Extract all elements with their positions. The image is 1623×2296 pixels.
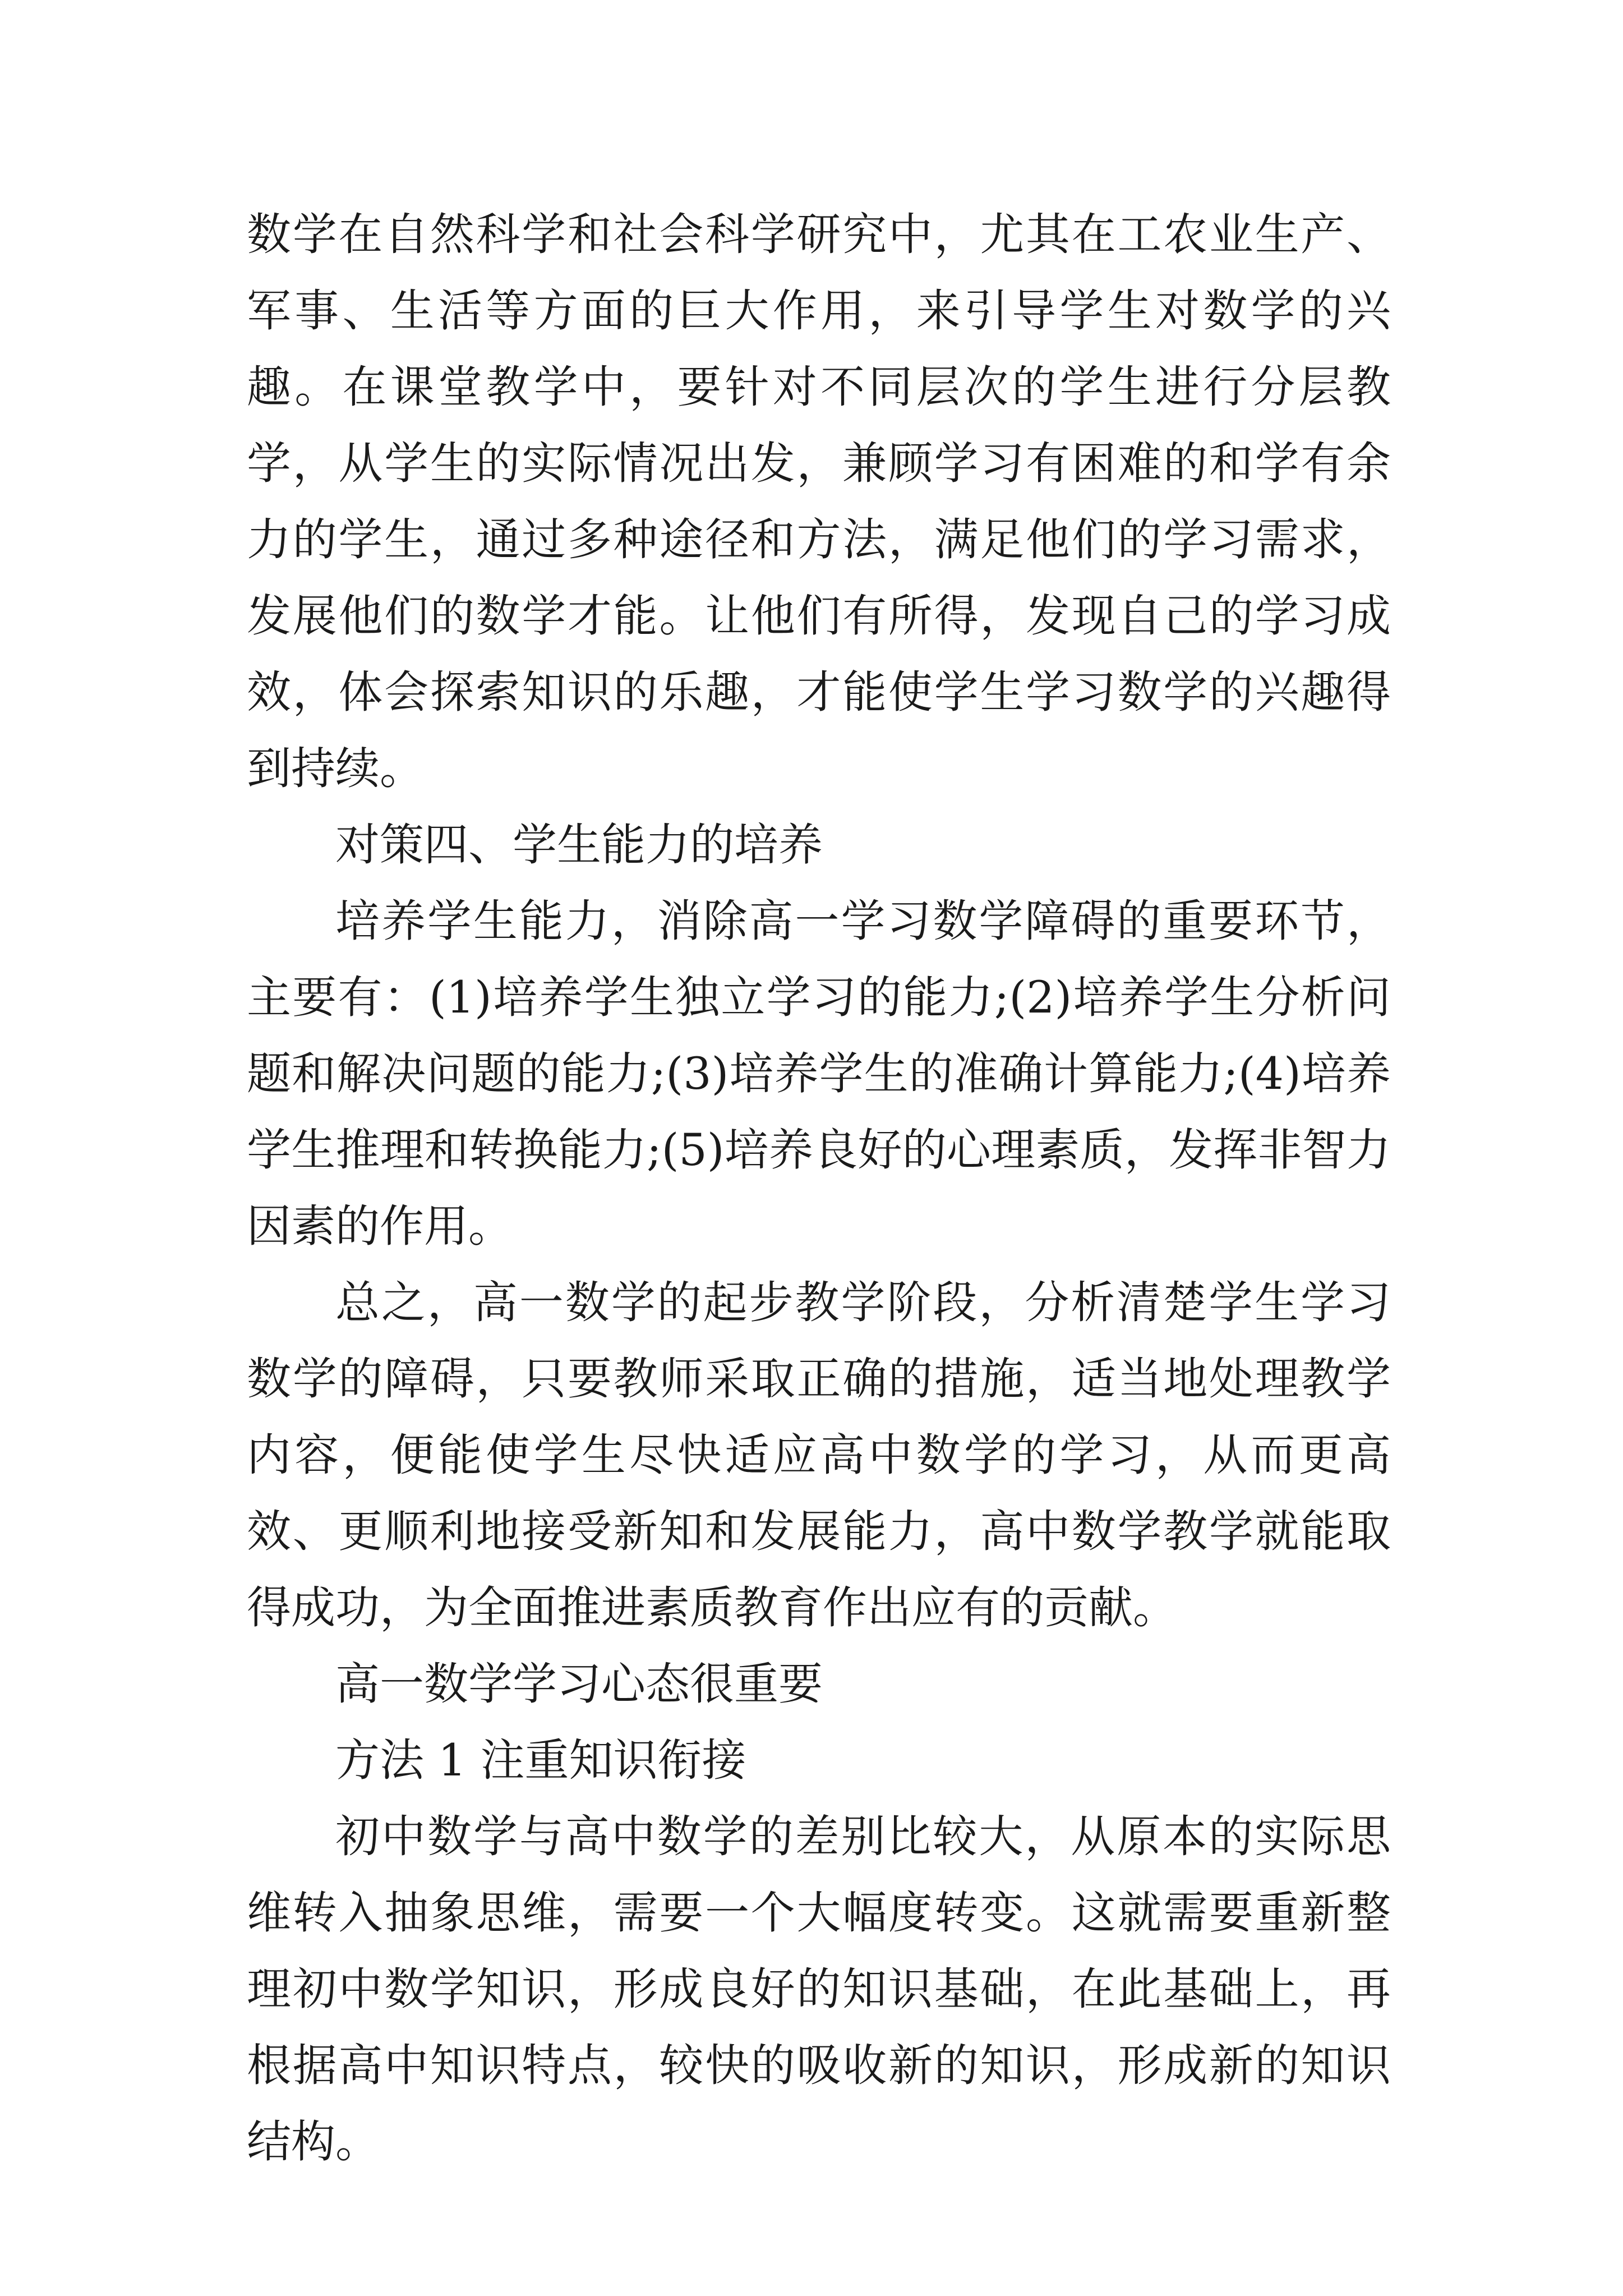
paragraph-interest-continued: 数学在自然科学和社会科学研究中，尤其在工农业生产、军事、生活等方面的巨大作用，来引导学生对数学的兴趣。在课堂教学中，要针对不同层次的学生进行分层教学，从学生的实际情况出发，兼顾学习有困难的和学有余力的学生，通过多种途径和方法，满足他们的学习需求，发展他们的数学才能。让他们有所得，发现自己的学习成效，体会探索知识的乐趣，才能使学生学习数学的兴趣得到持续。 [247, 209, 1391, 794]
paragraph-ability-cultivation: 培养学生能力，消除高一学习数学障碍的重要环节，主要有：(1)培养学生独立学习的能力;(2)培养学生分析问题和解决问题的能力;(3)培养学生的准确计算能力;(4)培养学生推理和转换能力;(5)培养良好的心理素质，发挥非智力因素的作用。 [247, 895, 1391, 1252]
heading-mindset: 高一数学学习心态很重要 [335, 1658, 823, 1710]
paragraph-conclusion: 总之，高一数学的起步教学阶段，分析清楚学生学习数学的障碍，只要教师采取正确的措施，适当地处理教学内容，便能使学生尽快适应高中数学的学习，从而更高效、更顺利地接受新知和发展能力，高中数学教学就能取得成功，为全面推进素质教育作出应有的贡献。 [247, 1277, 1391, 1634]
heading-method-one: 方法 1 注重知识衔接 [335, 1734, 746, 1786]
heading-strategy-four: 对策四、学生能力的培养 [335, 819, 823, 871]
paragraph-knowledge-bridge: 初中数学与高中数学的差别比较大，从原本的实际思维转入抽象思维，需要一个大幅度转变。这就需要重新整理初中数学知识，形成良好的知识基础，在此基础上，再根据高中知识特点，较快的吸收新的知识，形成新的知识结构。 [247, 1811, 1391, 2168]
document-page [247, 196, 1391, 2180]
